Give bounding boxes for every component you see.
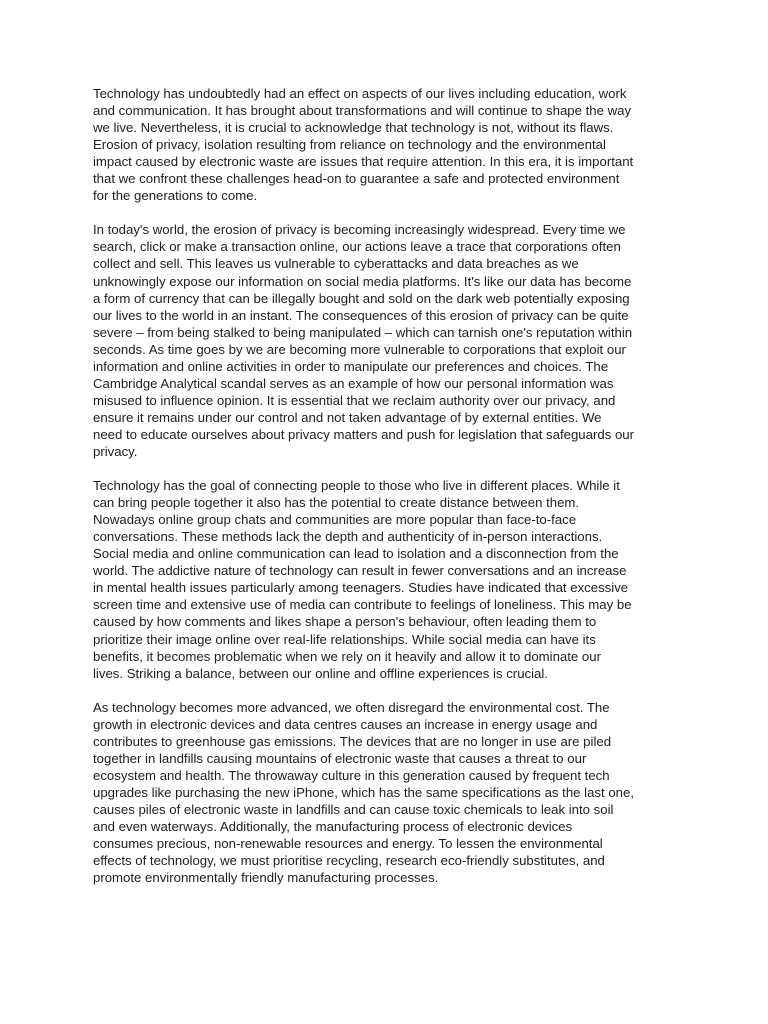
paragraph-privacy: In today's world, the erosion of privacy is becoming increasingly widespread. Every time we search, click or make a transaction online, our actions leave a trace that corporations often collect and sell. This leaves us vulnerable to cyberattacks and data breaches as we unknowingly expose our information on social media platforms. It's like our data has become a form of currency that can be illegally bought and sold on the dark web potentially exposing our lives to the world in an instant. The consequences of this erosion of privacy can be quite severe – from being stalked to being manipulated – which can tarnish one's reputation within seconds. As time goes by we are becoming more vulnerable to corporations that exploit our information and online activities in order to manipulate our preferences and choices. The Cambridge Analytical scandal serves as an example of how our personal information was misused to influence opinion. It is essential that we reclaim authority over our privacy, and ensure it remains under our control and not taken advantage of by external entities. We need to educate ourselves about privacy matters and push for legislation that safeguards our privacy.: [93, 222, 635, 459]
paragraph-introduction: Technology has undoubtedly had an effect on aspects of our lives including education, work and communication. It has brought about transformations and will continue to shape the way we live. Nevertheless, it is crucial to acknowledge that technology is not, without its flaws. Erosion of privacy, isolation resulting from reliance on technology and the environmental impact caused by electronic waste are issues that require attention. In this era, it is important that we confront these challenges head-on to guarantee a safe and protected environment for the generations to come.: [93, 86, 634, 204]
paragraph-isolation: Technology has the goal of connecting people to those who live in different places. While it can bring people together it also has the potential to create distance between them. Nowadays online group chats and communities are more popular than face-to-face conversations. These methods lack the depth and authenticity of in-person interactions. Social media and online communication can lead to isolation and a disconnection from the world. The addictive nature of technology can result in fewer conversations and an increase in mental health issues particularly among teenagers. Studies have indicated that excessive screen time and extensive use of media can contribute to feelings of loneliness. This may be caused by how comments and likes shape a person's behaviour, often leading them to prioritize their image online over real-life relationships. While social media can have its benefits, it becomes problematic when we rely on it heavily and allow it to dominate our lives. Striking a balance, between our online and offline experiences is crucial.: [93, 478, 632, 681]
essay-body: [93, 85, 683, 903]
paragraph-environment: As technology becomes more advanced, we often disregard the environmental cost. The growth in electronic devices and data centres causes an increase in energy usage and contributes to greenhouse gas emissions. The devices that are no longer in use are piled together in landfills causing mountains of electronic waste that causes a threat to our ecosystem and health. The throwaway culture in this generation caused by frequent tech upgrades like purchasing the new iPhone, which has the same specifications as the last one, causes piles of electronic waste in landfills and can cause toxic chemicals to leak into soil and even waterways. Additionally, the manufacturing process of electronic devices consumes precious, non-renewable resources and energy. To lessen the environmental effects of technology, we must prioritise recycling, research eco-friendly substitutes, and promote environmentally friendly manufacturing processes.: [93, 699, 635, 886]
